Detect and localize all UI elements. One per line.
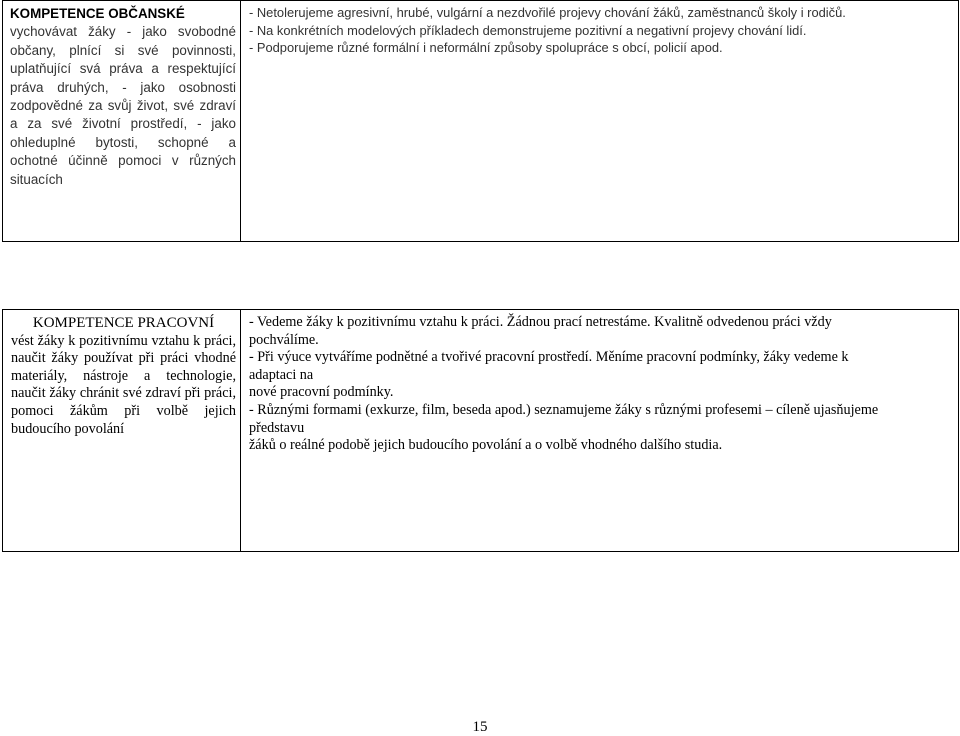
civic-activity-line: - Na konkrétních modelových příkladech demonstrujeme pozitivní a negativní projevy chování lidí.	[249, 22, 807, 38]
work-competence-table	[2, 309, 959, 552]
work-activities-cell	[241, 310, 958, 551]
work-activity-line: - Při výuce vytváříme podnětné a tvořivé pracovní prostředí. Měníme pracovní podmínky, žáky vedeme k	[249, 349, 849, 366]
work-competence-cell	[3, 310, 241, 551]
civic-competence-table	[2, 0, 959, 242]
work-activity-line: - Různými formami (exkurze, film, beseda apod.) seznamujeme žáky s různými profesemi – cíleně ujasňujeme	[249, 401, 879, 418]
page-number: 15	[472, 719, 488, 735]
civic-activity-line: - Podporujeme různé formální i neformální způsoby spolupráce s obcí, policií apod.	[249, 40, 723, 56]
work-activity-line: - Vedeme žáky k pozitivnímu vztahu k práci. Žádnou prací netrestáme. Kvalitně odvedenou práci vždy	[249, 314, 832, 330]
work-activity-line: nové pracovní podmínky.	[249, 384, 394, 401]
work-competence-description: vést žáky k pozitivnímu vztahu k práci, naučit žáky používat při práci vhodné materiály, nástroje a technologie, naučit žáky chránit své zdraví při práci, pomoci žákům při volbě jejich budoucího povolání	[11, 332, 236, 437]
work-activity-line: žáků o reálné podobě jejich budoucího povolání a o volbě vhodného dalšího studia.	[249, 437, 723, 454]
work-activity-line: adaptaci na	[249, 366, 314, 383]
work-activity-line: představu	[249, 419, 305, 436]
civic-competence-description: vychovávat žáky - jako svobodné občany, plnící si své povinnosti, uplatňující svá práva a respektující práva druhých, - jako osobnosti zodpovědné za svůj život, své zdraví a za své životní prostředí, - jako ohleduplné bytosti, schopné a ochotné účinně pomoci v různých situacích	[10, 24, 236, 187]
civic-activities-cell	[241, 1, 958, 241]
civic-competence-heading: KOMPETENCE OBČANSKÉ	[10, 6, 185, 21]
work-competence-heading: KOMPETENCE PRACOVNÍ	[32, 315, 215, 331]
civic-activity-line: - Netolerujeme agresivní, hrubé, vulgární a nezdvořilé projevy chování žáků, zaměstnanců školy i rodičů.	[249, 5, 846, 20]
work-activity-line: pochválíme.	[249, 331, 319, 348]
civic-competence-cell	[3, 1, 241, 241]
